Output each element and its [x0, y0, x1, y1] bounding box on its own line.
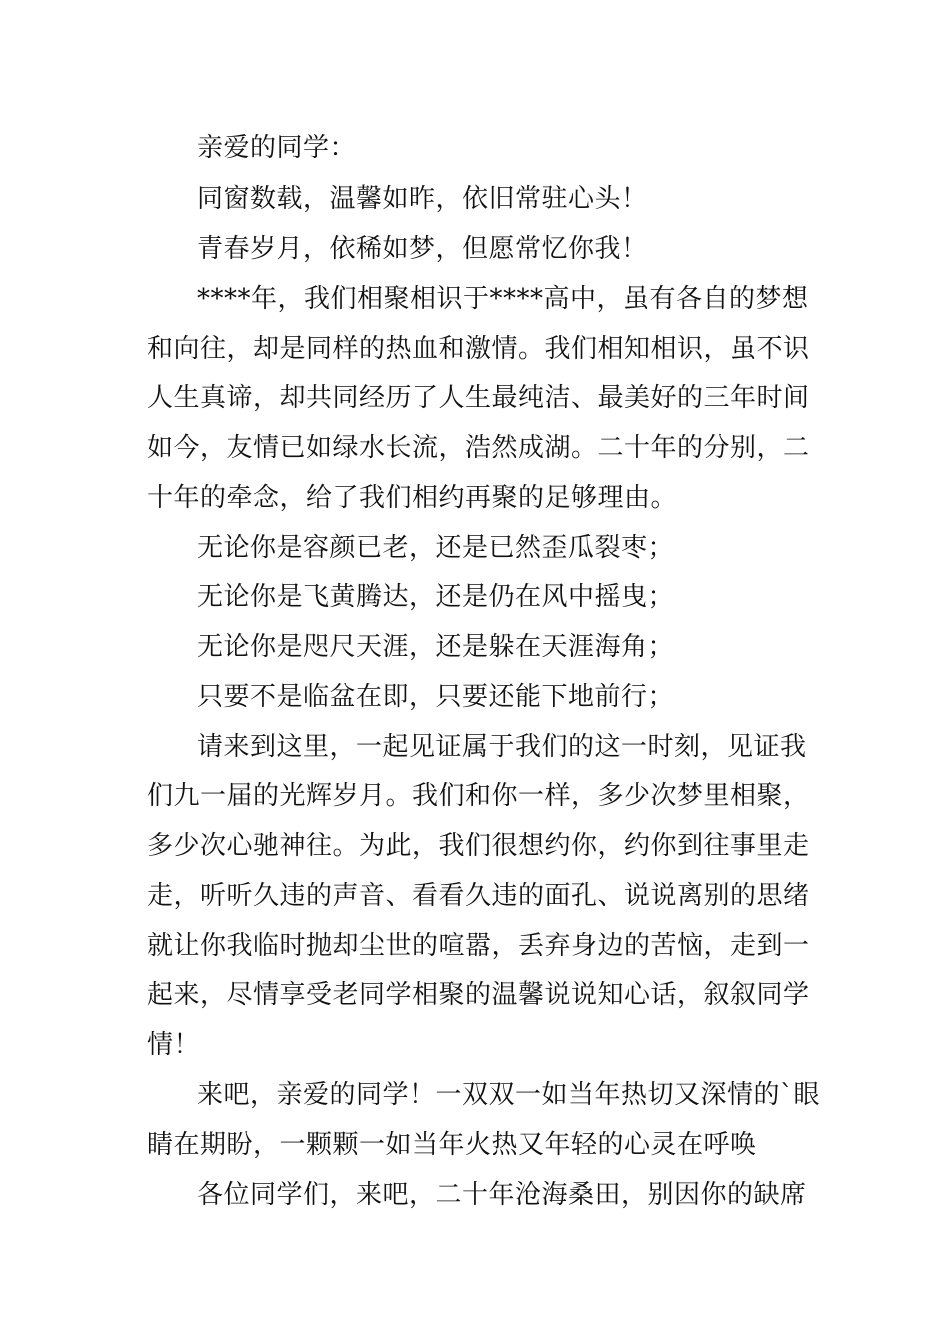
text-line: 无论你是容颜已老，还是已然歪瓜裂枣； [197, 533, 675, 563]
text-line: 多少次心驰神往。为此，我们很想约你，约你到往事里走 [147, 831, 810, 861]
text-line: 情！ [147, 1030, 201, 1060]
text-line: 走，听听久违的声音、看看久违的面孔、说说离别的思绪 [147, 881, 810, 911]
text-line: 人生真谛，却共同经历了人生最纯洁、最美好的三年时间 [147, 383, 810, 413]
text-line: 起来，尽情享受老同学相聚的温馨说说知心话，叙叙同学 [147, 980, 810, 1010]
text-line: 和向往，却是同样的热血和激情。我们相知相识，虽不识 [147, 334, 810, 364]
text-line: 各位同学们，来吧，二十年沧海桑田，别因你的缺席 [197, 1180, 807, 1210]
text-line: 就让你我临时抛却尘世的喧嚣，丢弃身边的苦恼，走到一 [147, 931, 810, 961]
text-line: 请来到这里，一起见证属于我们的这一时刻，见证我 [197, 732, 807, 762]
text-line: 青春岁月，依稀如梦，但愿常忆你我！ [197, 234, 648, 264]
text-line: 无论你是咫尺天涯，还是躲在天涯海角； [197, 632, 675, 662]
text-line: ****年，我们相聚相识于****高中，虽有各自的梦想 [197, 284, 809, 314]
text-line: 睛在期盼，一颗颗一如当年火热又年轻的心灵在呼唤 [147, 1130, 757, 1160]
text-line: 如今，友情已如绿水长流，浩然成湖。二十年的分别，二 [147, 433, 810, 463]
text-line: 们九一届的光辉岁月。我们和你一样，多少次梦里相聚， [147, 781, 810, 811]
text-line: 来吧，亲爱的同学！一双双一如当年热切又深情的`眼 [197, 1080, 821, 1110]
salutation: 亲爱的同学： [197, 133, 357, 163]
text-line: 只要不是临盆在即，只要还能下地前行； [197, 682, 675, 712]
text-line: 十年的牵念，给了我们相约再聚的足够理由。 [147, 483, 678, 513]
text-line: 同窗数载，温馨如昨，依旧常驻心头！ [197, 184, 648, 214]
text-line: 无论你是飞黄腾达，还是仍在风中摇曳； [197, 582, 675, 612]
